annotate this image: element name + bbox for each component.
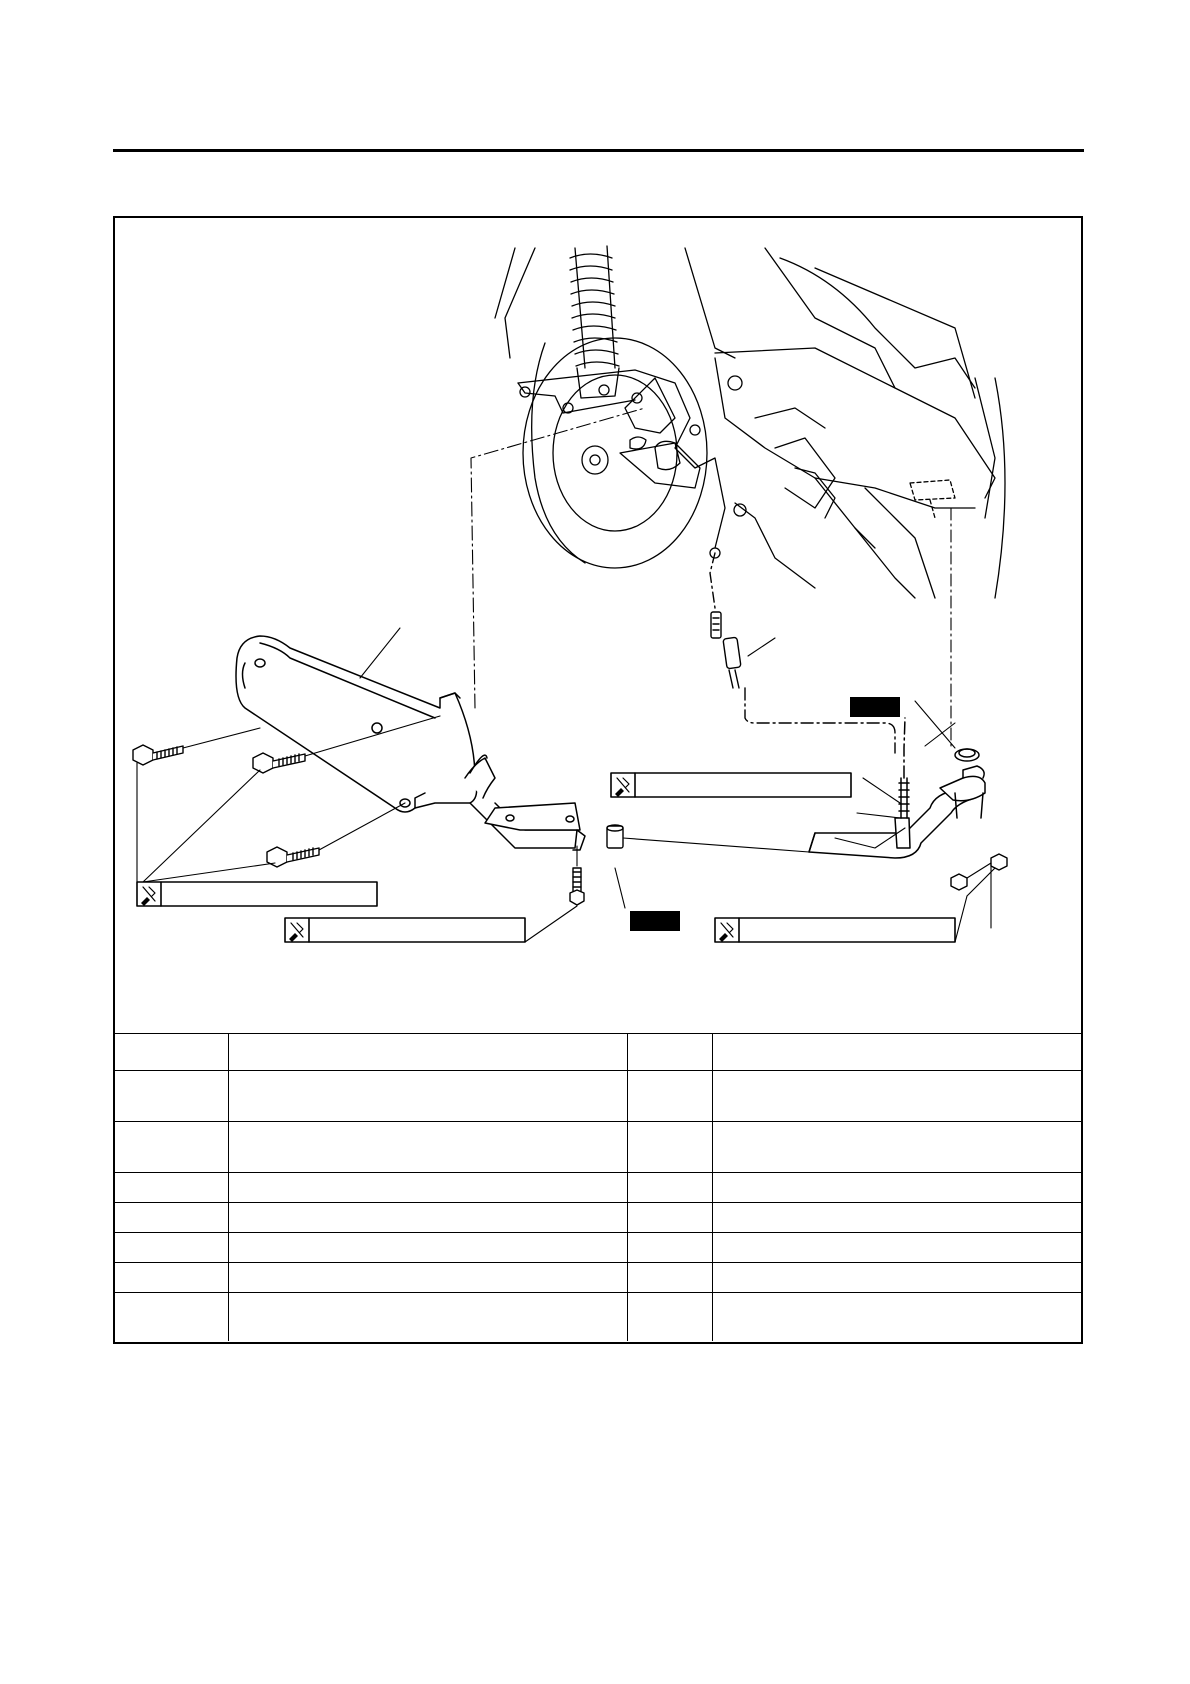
table-cell (228, 1233, 627, 1263)
table-cell (228, 1203, 627, 1233)
table-header-row (115, 1034, 1081, 1071)
gasket-illustration (607, 825, 623, 848)
table-cell (627, 1263, 712, 1293)
table-cell (115, 1034, 228, 1071)
table-cell (228, 1293, 627, 1342)
table-cell (228, 1173, 627, 1203)
table-row (115, 1263, 1081, 1293)
table-cell (228, 1122, 627, 1173)
table-cell (115, 1233, 228, 1263)
sensor-connector-illustration (710, 553, 895, 753)
table-cell (228, 1263, 627, 1293)
bolt-3 (267, 847, 319, 867)
table-row (115, 1173, 1081, 1203)
parts-table (115, 1033, 1081, 1341)
table-cell (712, 1173, 1081, 1203)
table-cell (115, 1293, 228, 1342)
torque-spec-box-3 (285, 918, 525, 942)
table-cell (627, 1293, 712, 1342)
table-cell (115, 1122, 228, 1173)
table-cell (712, 1203, 1081, 1233)
table-cell (712, 1233, 1081, 1263)
rear-body-frame (495, 248, 1005, 598)
table-cell (627, 1203, 712, 1233)
table-cell (712, 1293, 1081, 1342)
table-cell (627, 1122, 712, 1173)
header-rule (113, 149, 1084, 152)
table-cell (712, 1122, 1081, 1173)
exploded-view-diagram (115, 218, 1081, 1033)
table-row (115, 1071, 1081, 1122)
table-cell (627, 1173, 712, 1203)
bolt-4 (570, 868, 584, 905)
table-cell (712, 1034, 1081, 1071)
scooter-rear-frame-illustration (495, 246, 1005, 598)
muffler-illustration (236, 636, 585, 850)
table-row (115, 1203, 1081, 1233)
table-row (115, 1233, 1081, 1263)
torque-spec-box-2 (137, 882, 377, 906)
torque-spec-box-4 (715, 918, 955, 942)
table-row (115, 1122, 1081, 1173)
new-part-badge-1 (850, 697, 900, 717)
table-cell (115, 1263, 228, 1293)
table-cell (115, 1071, 228, 1122)
bolt-2 (253, 753, 305, 773)
table-cell (627, 1071, 712, 1122)
new-part-badge-2 (630, 911, 680, 931)
table-cell (115, 1173, 228, 1203)
table-cell (627, 1233, 712, 1263)
torque-spec-box-1 (611, 773, 851, 797)
bolt-1 (133, 745, 183, 765)
table-row (115, 1293, 1081, 1342)
table-cell (712, 1071, 1081, 1122)
table-cell (627, 1034, 712, 1071)
table-cell (712, 1263, 1081, 1293)
figure-frame (113, 216, 1083, 1344)
table-cell (228, 1034, 627, 1071)
table-cell (228, 1071, 627, 1122)
table-cell (115, 1203, 228, 1233)
